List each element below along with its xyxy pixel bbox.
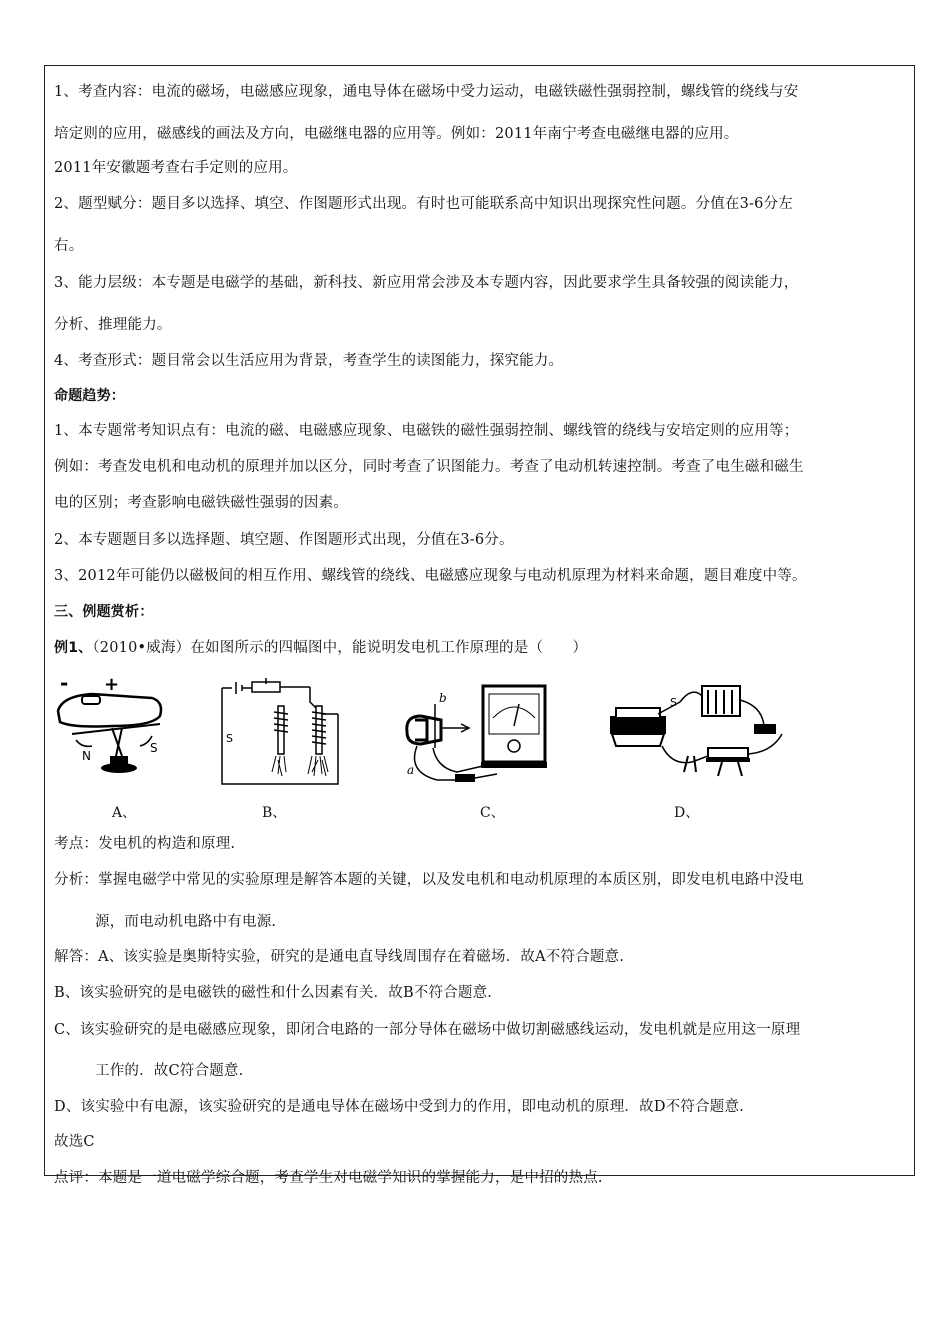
text-line: D、该实验中有电源，该实验研究的是通电导体在磁场中受到力的作用，即电动机的原理．故D不符合题意. [54, 1099, 744, 1115]
text-line: B、该实验研究的是电磁铁的磁性和什么因素有关．故B不符合题意. [54, 985, 493, 1001]
section-heading: 三、例题赏析： [54, 604, 154, 620]
caption-b: B、 [262, 805, 287, 821]
caption-c: C、 [480, 805, 505, 821]
text-line: 故选C [54, 1134, 95, 1150]
text-line: 2、本专题题目多以选择题、填空题、作图题形式出现，分值在3-6分。 [54, 532, 514, 548]
text-line: 电的区别；考查影响电磁铁磁性强弱的因素。 [54, 495, 348, 511]
text-line: 1、本专题常考知识点有：电流的磁、电磁感应现象、电磁铁的磁性强弱控制、螺线管的绕线与安培定则的应用等； [54, 423, 799, 439]
wire-end-b-label: b [439, 691, 447, 705]
example-question [54, 638, 587, 658]
plus-label: + [104, 676, 120, 695]
figure-row [52, 676, 812, 826]
s-pole-label: S [150, 741, 158, 755]
figure-b-electromagnets [212, 676, 347, 791]
n-pole-label: N [82, 749, 91, 763]
text-line: 培定则的应用，磁感线的画法及方向，电磁继电器的应用等。例如：2011年南宁考查电磁继电器的应用。 [54, 126, 739, 142]
switch-label: S [670, 696, 677, 709]
text-line: 点评：本题是一道电磁学综合题，考查学生对电磁学知识的掌握能力，是中招的热点. [54, 1170, 603, 1186]
text-line: 例如：考查发电机和电动机的原理并加以区分，同时考查了识图能力。考查了电动机转速控制。考查了电生磁和磁生 [54, 459, 804, 475]
text-line: 1、考查内容：电流的磁场，电磁感应现象，通电导体在磁场中受力运动，电磁铁磁性强弱控制，螺线管的绕线与安 [54, 84, 799, 100]
text-line: 4、考查形式：题目常会以生活应用为背景，考查学生的读图能力，探究能力。 [54, 353, 564, 369]
figure-c-galvanometer [397, 676, 567, 796]
minus-label: - [60, 676, 69, 695]
text-line: 2011年安徽题考查右手定则的应用。 [54, 160, 298, 176]
caption-d: D、 [674, 805, 700, 821]
content-frame [44, 65, 915, 1176]
text-line: 分析、推理能力。 [54, 317, 172, 333]
text-line: C、该实验研究的是电磁感应现象，即闭合电路的一部分导体在磁场中做切割磁感线运动，发电机就是应用这一原理 [54, 1022, 801, 1038]
text-line: 3、能力层级：本专题是电磁学的基础，新科技、新应用常会涉及本专题内容，因此要求学生具备较强的阅读能力， [54, 275, 799, 291]
wire-end-a-label: a [407, 763, 415, 777]
text-line: 3、2012年可能仍以磁极间的相互作用、螺线管的绕线、电磁感应现象与电动机原理为材料来命题，题目难度中等。 [54, 568, 807, 584]
example-text: （2010•威海）在如图所示的四幅图中，能说明发电机工作原理的是（ ） [92, 640, 588, 656]
text-line: 2、题型赋分：题目多以选择、填空、作图题形式出现。有时也可能联系高中知识出现探究性问题。分值在3-6分左 [54, 196, 793, 212]
text-line: 考点：发电机的构造和原理. [54, 836, 236, 852]
text-line: 工作的．故C符合题意. [95, 1063, 244, 1079]
text-line: 分析：掌握电磁学中常见的实验原理是解答本题的关键，以及发电机和电动机原理的本质区别，即发电机电路中没电 [54, 872, 804, 888]
text-line: 右。 [54, 238, 84, 254]
figure-d-motor-experiment [602, 676, 797, 791]
text-line: 解答：A、该实验是奥斯特实验，研究的是通电直导线周围存在着磁场．故A不符合题意. [54, 949, 625, 965]
section-heading: 命题趋势： [54, 388, 125, 404]
caption-a: A、 [112, 805, 137, 821]
text-line: 源，而电动机电路中有电源. [95, 914, 277, 930]
example-label: 例1、 [54, 640, 93, 656]
figure-a-oersted [52, 676, 172, 786]
switch-label: S [226, 732, 233, 745]
